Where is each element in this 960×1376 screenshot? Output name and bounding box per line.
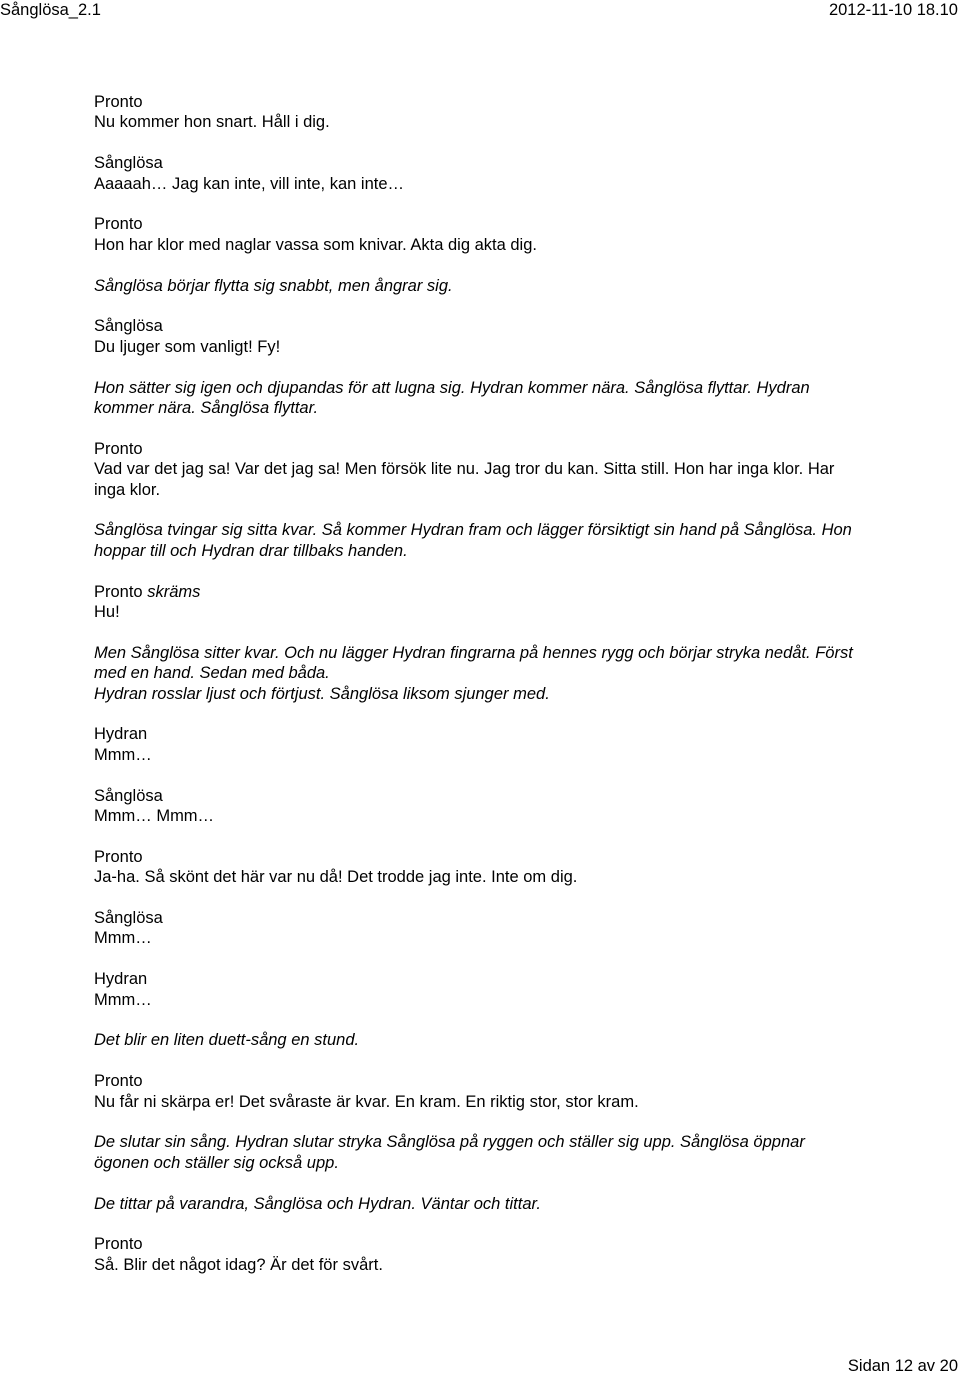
dialogue-line: Mmm… Mmm… bbox=[94, 807, 215, 826]
speaker-name: Sånglösa bbox=[94, 909, 163, 928]
page-number: Sidan 12 av 20 bbox=[847, 1357, 958, 1375]
speaker-name: Pronto bbox=[94, 93, 143, 111]
speaker-name: Pronto bbox=[94, 1235, 143, 1254]
speaker-name: Sånglösa bbox=[94, 786, 163, 805]
dialogue-line: Mmm… bbox=[94, 929, 152, 948]
stage-direction bbox=[94, 684, 864, 704]
speaker-name: Pronto bbox=[94, 439, 143, 458]
stage-direction bbox=[94, 276, 864, 296]
speaker-name: Pronto bbox=[94, 1072, 143, 1091]
stage-direction bbox=[94, 1030, 864, 1050]
stage-direction-text: De slutar sin sång. Hydran slutar stryka Sånglösa på ryggen och ställer sig upp. Sånglösa öppnar ögonen och ställer sig också upp. bbox=[94, 1133, 810, 1172]
stage-direction-text: De tittar på varandra, Sånglösa och Hydran. Väntar och tittar. bbox=[94, 1194, 541, 1213]
script-body bbox=[94, 92, 864, 1296]
stage-direction-text: Hon sätter sig igen och djupandas för att lugna sig. Hydran kommer nära. Sånglösa flyttar. Hydran kommer nära. Sånglösa flyttar. bbox=[94, 378, 815, 418]
dialogue-line: Mmm… bbox=[94, 990, 152, 1009]
speaker-name: Pronto bbox=[94, 215, 143, 234]
dialogue-line: Så. Blir det något idag? Är det för svårt. bbox=[94, 1255, 383, 1274]
stage-direction bbox=[94, 1194, 864, 1214]
dialogue-line: Hu! bbox=[94, 603, 120, 622]
dialogue-block bbox=[94, 316, 864, 357]
speaker-aside: skräms bbox=[147, 582, 201, 601]
dialogue-block bbox=[94, 153, 864, 194]
dialogue-block bbox=[94, 1071, 864, 1112]
dialogue-line: Aaaaah… Jag kan inte, vill inte, kan inte… bbox=[94, 174, 405, 193]
dialogue-block bbox=[94, 1234, 864, 1275]
speaker-name: Sånglösa bbox=[94, 317, 163, 336]
document-timestamp: 2012-11-10 18.10 bbox=[828, 1, 958, 19]
dialogue-line: Nu får ni skärpa er! Det svåraste är kvar. En kram. En riktig stor, stor kram. bbox=[94, 1092, 639, 1111]
dialogue-block bbox=[94, 969, 864, 1010]
dialogue-line: Hon har klor med naglar vassa som knivar. Akta dig akta dig. bbox=[94, 235, 537, 254]
dialogue-block bbox=[94, 847, 864, 888]
stage-direction-text: Det blir en liten duett-sång en stund. bbox=[94, 1031, 360, 1050]
stage-direction-text: Men Sånglösa sitter kvar. Och nu lägger Hydran fingrarna på hennes rygg och börjar stryka nedåt. Först med en hand. Sedan med båda. bbox=[94, 643, 858, 683]
dialogue-line: Nu kommer hon snart. Håll i dig. bbox=[94, 113, 330, 132]
stage-direction-text: Hydran rosslar ljust och förtjust. Sånglösa liksom sjunger med. bbox=[94, 684, 550, 703]
dialogue-block bbox=[94, 92, 864, 133]
speaker-line-header bbox=[94, 582, 864, 602]
dialogue-line: Ja-ha. Så skönt det här var nu då! Det trodde jag inte. Inte om dig. bbox=[94, 868, 578, 887]
speaker-name: Pronto bbox=[94, 847, 143, 866]
stage-direction bbox=[94, 1132, 864, 1173]
stage-direction-text: Sånglösa tvingar sig sitta kvar. Så kommer Hydran fram och lägger försiktigt sin hand på Sånglösa. Hon hoppar till och Hydran drar tillbaks handen. bbox=[94, 521, 857, 560]
dialogue-line: Vad var det jag sa! Var det jag sa! Men försök lite nu. Jag tror du kan. Sitta still. Hon har inga klor. Har inga klor. bbox=[94, 460, 840, 499]
speaker-name: Pronto bbox=[94, 582, 143, 601]
dialogue-block bbox=[94, 439, 864, 500]
stage-direction bbox=[94, 643, 864, 684]
stage-direction bbox=[94, 378, 864, 419]
dialogue-line: Du ljuger som vanligt! Fy! bbox=[94, 337, 281, 356]
dialogue-block bbox=[94, 582, 864, 623]
stage-direction bbox=[94, 520, 864, 561]
speaker-name: Sånglösa bbox=[94, 154, 163, 173]
dialogue-block bbox=[94, 908, 864, 949]
dialogue-block bbox=[94, 786, 864, 827]
speaker-name: Hydran bbox=[94, 725, 148, 744]
speaker-name: Hydran bbox=[94, 970, 148, 989]
dialogue-block bbox=[94, 214, 864, 255]
document-title: Sånglösa_2.1 bbox=[0, 1, 101, 19]
stage-direction-text: Sånglösa börjar flytta sig snabbt, men ångrar sig. bbox=[94, 276, 453, 295]
dialogue-block bbox=[94, 724, 864, 765]
dialogue-line: Mmm… bbox=[94, 745, 152, 764]
